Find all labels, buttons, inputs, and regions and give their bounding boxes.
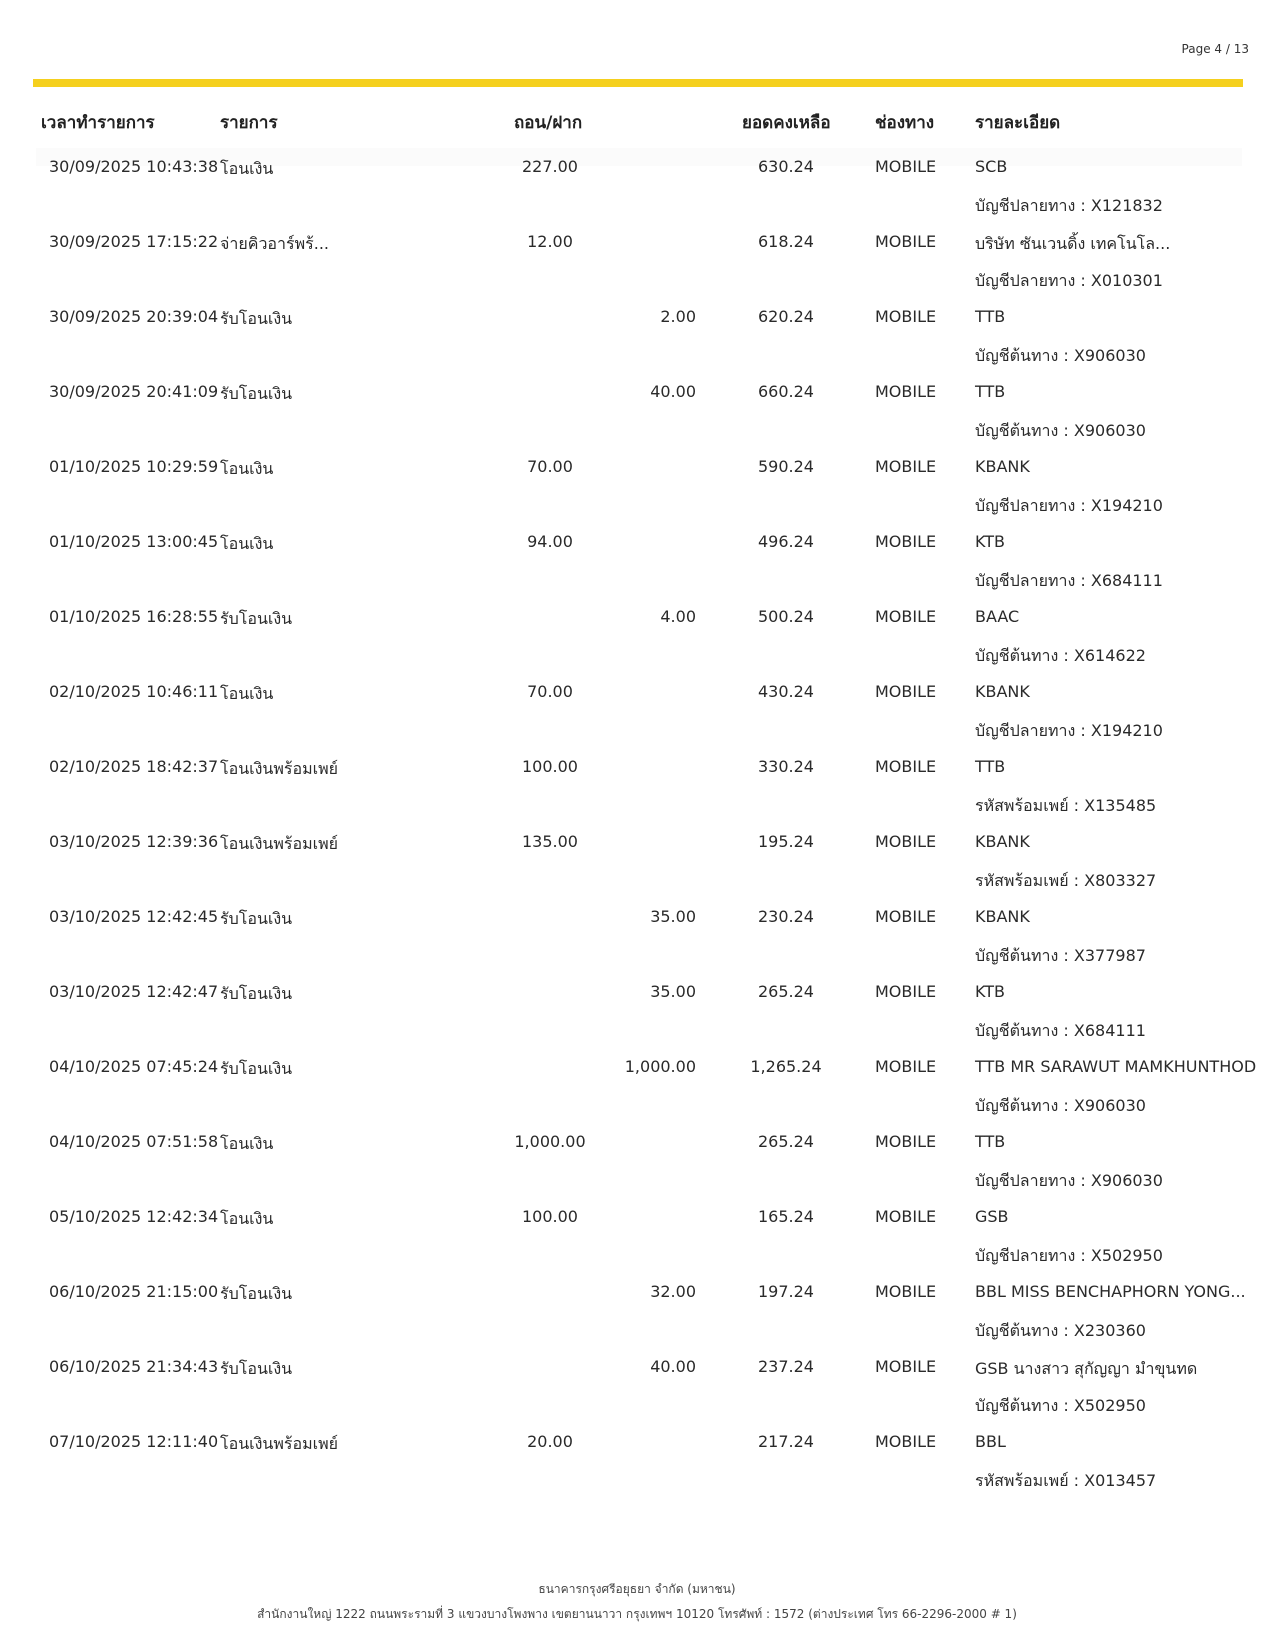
cell-balance: 195.24: [758, 832, 814, 851]
cell-deposit: 35.00: [650, 907, 696, 926]
cell-withdraw: 70.00: [527, 682, 573, 701]
cell-detail: KBANK: [975, 907, 1030, 926]
cell-balance: 660.24: [758, 382, 814, 401]
cell-detail-account: รหัสพร้อมเพย์ : X013457: [975, 1471, 1157, 1490]
cell-detail-account: บัญชีต้นทาง : X377987: [975, 946, 1146, 965]
cell-type: รับโอนเงิน: [220, 1284, 293, 1303]
cell-detail: TTB: [975, 1132, 1006, 1151]
table-row: [0, 523, 1274, 598]
header-type: รายการ: [220, 113, 278, 133]
cell-detail-account: บัญชีต้นทาง : X502950: [975, 1396, 1146, 1415]
cell-balance: 1,265.24: [750, 1057, 822, 1076]
cell-detail-account: บัญชีต้นทาง : X230360: [975, 1321, 1146, 1340]
cell-type: รับโอนเงิน: [220, 609, 293, 628]
cell-time: 02/10/2025 18:42:37: [49, 757, 219, 776]
cell-balance: 265.24: [758, 982, 814, 1001]
header-balance: ยอดคงเหลือ: [742, 113, 831, 133]
cell-type: รับโอนเงิน: [220, 384, 293, 403]
cell-detail: TTB: [975, 382, 1006, 401]
table-row: [0, 1198, 1274, 1273]
cell-channel: MOBILE: [875, 1207, 937, 1226]
cell-detail-account: บัญชีต้นทาง : X684111: [975, 1021, 1146, 1040]
cell-balance: 265.24: [758, 1132, 814, 1151]
header-channel: ช่องทาง: [875, 113, 935, 133]
cell-type: โอนเงิน: [220, 1134, 274, 1153]
cell-type: รับโอนเงิน: [220, 309, 293, 328]
cell-time: 06/10/2025 21:15:00: [49, 1282, 219, 1301]
cell-type: รับโอนเงิน: [220, 984, 293, 1003]
cell-deposit: 40.00: [650, 1357, 696, 1376]
cell-time: 03/10/2025 12:42:47: [49, 982, 219, 1001]
cell-withdraw: 135.00: [522, 832, 578, 851]
cell-channel: MOBILE: [875, 607, 937, 626]
cell-time: 02/10/2025 10:46:11: [49, 682, 219, 701]
cell-detail: KTB: [975, 982, 1005, 1001]
cell-type: โอนเงิน: [220, 534, 274, 553]
cell-deposit: 1,000.00: [624, 1057, 696, 1076]
table-row: [0, 1423, 1274, 1498]
cell-balance: 620.24: [758, 307, 814, 326]
cell-time: 05/10/2025 12:42:34: [49, 1207, 219, 1226]
cell-channel: MOBILE: [875, 457, 937, 476]
header-detail: รายละเอียด: [975, 113, 1061, 133]
table-row: [0, 898, 1274, 973]
table-row: [0, 373, 1274, 448]
cell-detail: KBANK: [975, 457, 1030, 476]
cell-detail-account: บัญชีปลายทาง : X121832: [975, 196, 1163, 215]
cell-type: โอนเงินพร้อมเพย์: [220, 834, 339, 853]
cell-time: 01/10/2025 16:28:55: [49, 607, 219, 626]
cell-time: 03/10/2025 12:42:45: [49, 907, 219, 926]
cell-deposit: 35.00: [650, 982, 696, 1001]
cell-deposit: 32.00: [650, 1282, 696, 1301]
cell-balance: 500.24: [758, 607, 814, 626]
cell-detail: GSB: [975, 1207, 1009, 1226]
cell-channel: MOBILE: [875, 157, 937, 176]
cell-withdraw: 1,000.00: [514, 1132, 586, 1151]
cell-channel: MOBILE: [875, 682, 937, 701]
cell-channel: MOBILE: [875, 982, 937, 1001]
cell-balance: 165.24: [758, 1207, 814, 1226]
table-row: [0, 448, 1274, 523]
cell-withdraw: 100.00: [522, 757, 578, 776]
cell-channel: MOBILE: [875, 532, 937, 551]
cell-withdraw: 12.00: [527, 232, 573, 251]
cell-withdraw: 20.00: [527, 1432, 573, 1451]
cell-balance: 630.24: [758, 157, 814, 176]
cell-channel: MOBILE: [875, 1057, 937, 1076]
cell-channel: MOBILE: [875, 232, 937, 251]
cell-detail: SCB: [975, 157, 1008, 176]
table-row: [0, 973, 1274, 1048]
table-row: [0, 1048, 1274, 1123]
cell-channel: MOBILE: [875, 1282, 937, 1301]
cell-time: 07/10/2025 12:11:40: [49, 1432, 219, 1451]
table-row: [0, 1123, 1274, 1198]
cell-type: โอนเงิน: [220, 684, 274, 703]
table-row: [0, 1273, 1274, 1348]
cell-time: 03/10/2025 12:39:36: [49, 832, 219, 851]
cell-withdraw: 70.00: [527, 457, 573, 476]
cell-withdraw: 100.00: [522, 1207, 578, 1226]
cell-detail-account: บัญชีปลายทาง : X194210: [975, 721, 1163, 740]
cell-balance: 330.24: [758, 757, 814, 776]
cell-detail: TTB: [975, 757, 1006, 776]
header-withdraw-deposit: ถอน/ฝาก: [514, 113, 583, 133]
transaction-table-body: [0, 148, 1274, 1498]
cell-detail-account: บัญชีต้นทาง : X614622: [975, 646, 1146, 665]
cell-time: 01/10/2025 10:29:59: [49, 457, 219, 476]
cell-balance: 197.24: [758, 1282, 814, 1301]
cell-balance: 496.24: [758, 532, 814, 551]
cell-time: 30/09/2025 17:15:22: [49, 232, 219, 251]
cell-balance: 217.24: [758, 1432, 814, 1451]
cell-channel: MOBILE: [875, 907, 937, 926]
cell-detail: TTB MR SARAWUT MAMKHUNTHOD: [975, 1057, 1257, 1076]
cell-detail: BAAC: [975, 607, 1020, 626]
cell-balance: 230.24: [758, 907, 814, 926]
cell-time: 06/10/2025 21:34:43: [49, 1357, 219, 1376]
table-row: [0, 748, 1274, 823]
cell-detail-account: บัญชีต้นทาง : X906030: [975, 1096, 1146, 1115]
cell-detail: GSB นางสาว สุกัญญา มำขุนทด: [975, 1359, 1198, 1378]
cell-detail: KTB: [975, 532, 1005, 551]
cell-detail: BBL: [975, 1432, 1006, 1451]
cell-detail: BBL MISS BENCHAPHORN YONG...: [975, 1282, 1246, 1301]
cell-detail-account: บัญชีปลายทาง : X684111: [975, 571, 1163, 590]
cell-balance: 590.24: [758, 457, 814, 476]
cell-type: จ่ายคิวอาร์พร้...: [220, 234, 330, 253]
footer-address: สำนักงานใหญ่ 1222 ถนนพระรามที่ 3 แขวงบางโพงพาง เขตยานนาวา กรุงเทพฯ 10120 โทรศัพท์ : 1572 (ต่างประเทศ โทร 66-2296-2000 # 1): [257, 1607, 1017, 1621]
footer-bank-name: ธนาคารกรุงศรีอยุธยา จำกัด (มหาชน): [538, 1582, 736, 1596]
cell-withdraw: 227.00: [522, 157, 578, 176]
cell-detail-account: บัญชีต้นทาง : X906030: [975, 421, 1146, 440]
cell-detail: KBANK: [975, 832, 1030, 851]
cell-detail: TTB: [975, 307, 1006, 326]
cell-time: 01/10/2025 13:00:45: [49, 532, 219, 551]
cell-channel: MOBILE: [875, 1357, 937, 1376]
table-row: [0, 823, 1274, 898]
cell-detail-account: รหัสพร้อมเพย์ : X803327: [975, 871, 1157, 890]
header-time: เวลาทำรายการ: [41, 113, 155, 133]
page-number: Page 4 / 13: [1181, 42, 1249, 56]
table-row: [0, 598, 1274, 673]
cell-type: รับโอนเงิน: [220, 909, 293, 928]
cell-detail: KBANK: [975, 682, 1030, 701]
cell-type: รับโอนเงิน: [220, 1059, 293, 1078]
cell-detail-account: บัญชีปลายทาง : X502950: [975, 1246, 1163, 1265]
cell-channel: MOBILE: [875, 382, 937, 401]
cell-channel: MOBILE: [875, 307, 937, 326]
cell-withdraw: 94.00: [527, 532, 573, 551]
cell-time: 04/10/2025 07:45:24: [49, 1057, 219, 1076]
cell-detail-account: บัญชีปลายทาง : X906030: [975, 1171, 1163, 1190]
cell-channel: MOBILE: [875, 757, 937, 776]
cell-type: โอนเงิน: [220, 1209, 274, 1228]
cell-balance: 237.24: [758, 1357, 814, 1376]
cell-type: โอนเงิน: [220, 159, 274, 178]
cell-channel: MOBILE: [875, 1432, 937, 1451]
cell-channel: MOBILE: [875, 832, 937, 851]
table-row: [0, 148, 1274, 223]
cell-deposit: 4.00: [660, 607, 696, 626]
cell-type: รับโอนเงิน: [220, 1359, 293, 1378]
table-row: [0, 1348, 1274, 1423]
cell-type: โอนเงินพร้อมเพย์: [220, 759, 339, 778]
cell-detail-account: รหัสพร้อมเพย์ : X135485: [975, 796, 1157, 815]
cell-time: 30/09/2025 10:43:38: [49, 157, 219, 176]
header-accent-bar: [33, 79, 1243, 87]
table-row: [0, 298, 1274, 373]
cell-balance: 618.24: [758, 232, 814, 251]
cell-time: 30/09/2025 20:41:09: [49, 382, 219, 401]
cell-type: โอนเงินพร้อมเพย์: [220, 1434, 339, 1453]
cell-detail-account: บัญชีต้นทาง : X906030: [975, 346, 1146, 365]
cell-balance: 430.24: [758, 682, 814, 701]
cell-time: 04/10/2025 07:51:58: [49, 1132, 219, 1151]
cell-detail: บริษัท ซันเวนดิ้ง เทคโนโล...: [975, 234, 1171, 253]
cell-deposit: 40.00: [650, 382, 696, 401]
cell-detail-account: บัญชีปลายทาง : X010301: [975, 271, 1163, 290]
cell-time: 30/09/2025 20:39:04: [49, 307, 219, 326]
cell-channel: MOBILE: [875, 1132, 937, 1151]
table-row: [0, 223, 1274, 298]
cell-deposit: 2.00: [660, 307, 696, 326]
cell-detail-account: บัญชีปลายทาง : X194210: [975, 496, 1163, 515]
cell-type: โอนเงิน: [220, 459, 274, 478]
table-row: [0, 673, 1274, 748]
